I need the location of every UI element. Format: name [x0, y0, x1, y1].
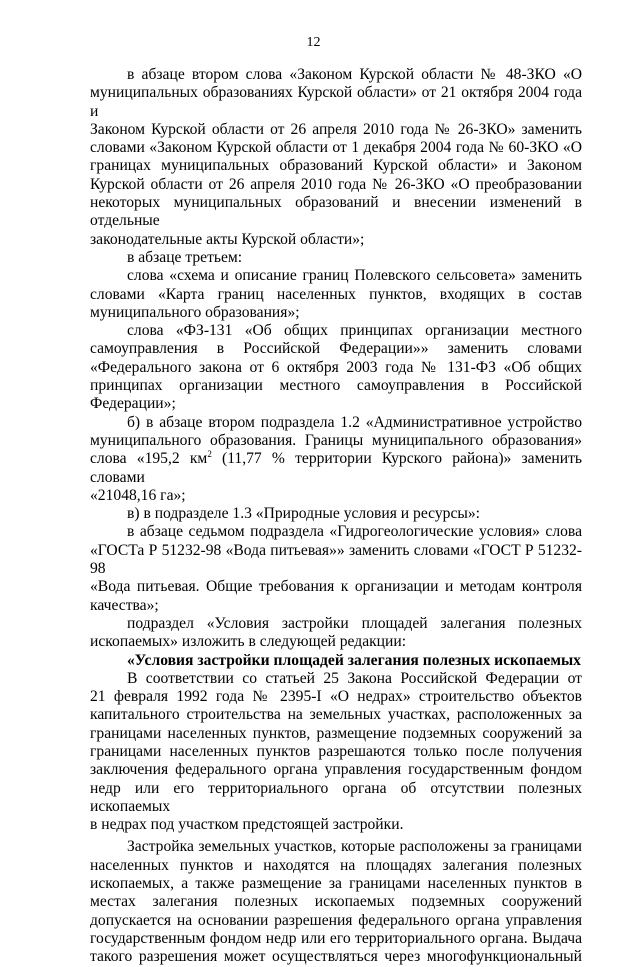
- text-line: Застройка земельных участков, которые расположены за границами: [127, 838, 582, 856]
- paragraph-7: [90, 523, 582, 614]
- text-line: государственным фондом недр или его территориального органа. Выдача: [90, 929, 582, 947]
- text-line: такого разрешения может осуществляться через многофункциональный: [90, 948, 582, 966]
- text-line: в абзаце втором слова «Законом Курской области № 48-ЗКО «О: [127, 66, 582, 83]
- text-line: слова «ФЗ-131 «Об общих принципах организации местного: [127, 322, 582, 340]
- text-line: местах залегания полезных ископаемых подземных сооружений: [90, 893, 582, 911]
- text-line: [90, 450, 582, 487]
- text-line: муниципальных образованиях Курской области» от 21 октября 2004 года и: [90, 84, 582, 120]
- text-line: в абзаце седьмом подраздела «Гидрогеологические условия» слова: [127, 523, 582, 541]
- text-line: муниципального образования»;: [90, 303, 300, 321]
- text-line: принципах организации местного самоуправления в Российской: [90, 377, 582, 395]
- text-line: 21 февраля 1992 года № 2395-I «О недрах» строительство объектов: [90, 688, 582, 706]
- paragraph-5: [90, 414, 582, 505]
- paragraph-10: [90, 838, 582, 966]
- text-line: В соответствии со статьей 25 Закона Российской Федерации от: [127, 669, 582, 687]
- superscript: 2: [207, 449, 212, 460]
- text-line: заключения федерального органа управления государственным фондом: [90, 761, 582, 779]
- text-line: Законом Курской области от 26 апреля 2010 года № 26-ЗКО» заменить: [90, 120, 582, 138]
- text-line: допускается на основании разрешения федерального органа управления: [90, 911, 582, 929]
- text-line: населенных пунктов и находятся на площадях залегания полезных: [90, 856, 582, 874]
- text-line: самоуправления в Российской Федерации»» заменить словами: [90, 340, 582, 358]
- text-line: «ГОСТа Р 51232-98 «Вода питьевая»» заменить словами «ГОСТ Р 51232-98: [90, 541, 582, 578]
- text-line: муниципального образования. Границы муниципального образования»: [90, 431, 582, 449]
- text-line: Курской области от 26 апреля 2010 года № 26-ЗКО «О преобразовании: [90, 175, 582, 193]
- text-line: качества»;: [90, 596, 159, 614]
- text-line: законодательные акты Курской области»;: [90, 230, 365, 248]
- text-line: Федерации»;: [90, 395, 176, 413]
- text-line: границах муниципальных образований Курской области» и Законом: [90, 157, 582, 175]
- paragraph-9: [90, 670, 582, 835]
- text-span: (11,77 % территории Курского района)» заменить словами: [90, 450, 582, 486]
- paragraph-3: [90, 267, 582, 322]
- text-line: подраздел «Условия застройки площадей залегания полезных: [127, 614, 582, 632]
- paragraph-8: [90, 615, 582, 652]
- text-line: некоторых муниципальных образований и внесении изменений в отдельные: [90, 194, 582, 230]
- text-line: ископаемых» изложить в следующей редакции:: [90, 633, 407, 651]
- text-line: б) в абзаце втором подраздела 1.2 «Административное устройство: [127, 413, 582, 431]
- paragraph-6: в) в подразделе 1.3 «Природные условия и ресурсы»:: [127, 505, 480, 523]
- text-line: «21048,16 га»;: [90, 486, 186, 504]
- paragraph-2: в абзаце третьем:: [127, 248, 243, 266]
- text-line: «Вода питьевая. Общие требования к организации и методам контроля: [90, 578, 582, 596]
- paragraph-1: [90, 66, 582, 249]
- text-line: недр или его территориального органа об отсутствии полезных ископаемых: [90, 779, 582, 815]
- text-line: словами «Законом Курской области от 1 декабря 2004 года № 60-ЗКО «О: [90, 139, 582, 157]
- text-line: в недрах под участком предстоящей застройки.: [90, 816, 404, 834]
- text-line: слова «схема и описание границ Полевского сельсовета» заменить: [127, 267, 582, 285]
- document-body: [90, 66, 582, 967]
- text-line: ископаемых, а также размещение за границами населенных пунктов в: [90, 875, 582, 893]
- section-heading: «Условия застройки площадей залегания полезных ископаемых: [127, 651, 581, 669]
- text-line: «Федерального закона от 6 октября 2003 года № 131-ФЗ «Об общих: [90, 358, 582, 376]
- text-line: границами населенных пунктов разрешаются только после получения: [90, 742, 582, 760]
- text-line: словами «Карта границ населенных пунктов, входящих в состав: [90, 285, 582, 303]
- text-span: слова «195,2 км: [90, 450, 208, 468]
- paragraph-4: [90, 322, 582, 413]
- text-line: границами населенных пунктов, размещение подземных сооружений за: [90, 724, 582, 742]
- text-line: капитального строительства на земельных участках, расположенных за: [90, 706, 582, 724]
- page-number: 12: [306, 35, 321, 50]
